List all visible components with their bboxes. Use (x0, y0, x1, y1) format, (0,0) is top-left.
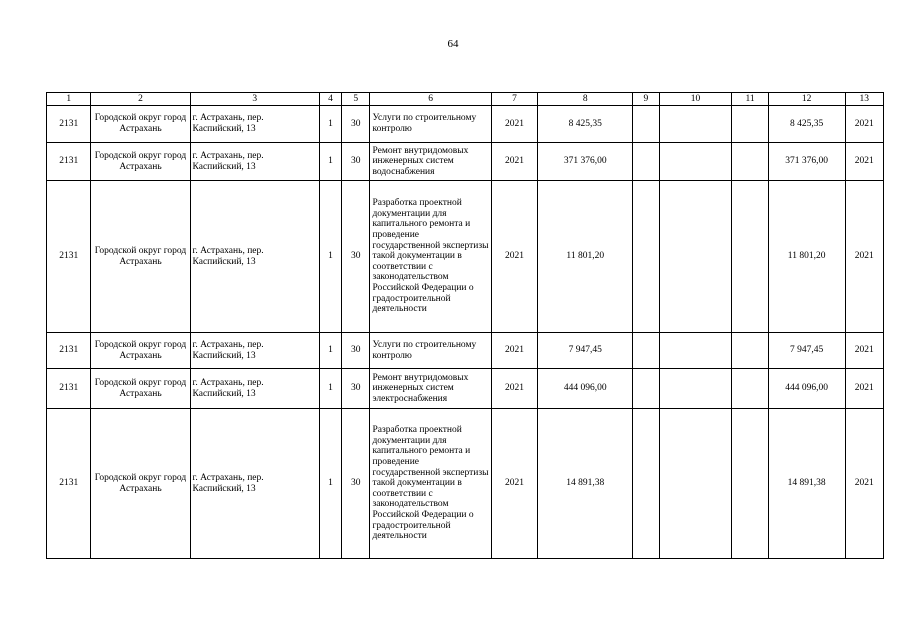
col-header-9: 9 (633, 93, 659, 106)
cell-col5: 30 (342, 369, 370, 409)
cell-year-end: 2021 (845, 369, 883, 409)
cell-total: 7 947,45 (768, 333, 845, 369)
col-header-12: 12 (768, 93, 845, 106)
col-header-2: 2 (91, 93, 190, 106)
cell-work-type: Ремонт внутридомовых инженерных систем водоснабжения (370, 143, 491, 181)
cell-code: 2131 (47, 181, 91, 333)
cell-address: г. Астрахань, пер. Каспийский, 13 (190, 143, 319, 181)
col-header-5: 5 (342, 93, 370, 106)
cell-year-end: 2021 (845, 106, 883, 143)
col-header-13: 13 (845, 93, 883, 106)
col-header-1: 1 (47, 93, 91, 106)
cell-code: 2131 (47, 369, 91, 409)
col-header-4: 4 (319, 93, 341, 106)
cell-cost: 371 376,00 (538, 143, 633, 181)
cell-col11 (732, 143, 768, 181)
cell-total: 371 376,00 (768, 143, 845, 181)
cell-address: г. Астрахань, пер. Каспийский, 13 (190, 181, 319, 333)
table-row (47, 181, 884, 333)
cell-cost: 11 801,20 (538, 181, 633, 333)
cell-col9 (633, 409, 659, 559)
cell-work-type: Ремонт внутридомовых инженерных систем электроснабжения (370, 369, 491, 409)
cell-code: 2131 (47, 409, 91, 559)
cell-municipality: Городской округ город Астрахань (91, 181, 190, 333)
cell-year: 2021 (491, 143, 538, 181)
col-header-8: 8 (538, 93, 633, 106)
cell-municipality: Городской округ город Астрахань (91, 106, 190, 143)
table-row (47, 409, 884, 559)
cell-col5: 30 (342, 333, 370, 369)
cell-cost: 7 947,45 (538, 333, 633, 369)
capital-repair-table (46, 92, 884, 559)
col-header-11: 11 (732, 93, 768, 106)
cell-col10 (659, 333, 732, 369)
cell-year-end: 2021 (845, 409, 883, 559)
table-row (47, 143, 884, 181)
cell-col11 (732, 333, 768, 369)
table-row (47, 333, 884, 369)
cell-total: 11 801,20 (768, 181, 845, 333)
cell-work-type: Разработка проектной документации для капитального ремонта и проведение государственной экспертизы такой документации в соответствии с законодательством Российской Федерации о градостроительной деятельности (370, 181, 491, 333)
cell-col11 (732, 181, 768, 333)
cell-col4: 1 (319, 106, 341, 143)
cell-col11 (732, 409, 768, 559)
cell-code: 2131 (47, 106, 91, 143)
col-header-10: 10 (659, 93, 732, 106)
cell-work-type: Услуги по строительному контролю (370, 333, 491, 369)
cell-total: 8 425,35 (768, 106, 845, 143)
cell-col9 (633, 143, 659, 181)
table-row (47, 106, 884, 143)
cell-address: г. Астрахань, пер. Каспийский, 13 (190, 333, 319, 369)
cell-municipality: Городской округ город Астрахань (91, 409, 190, 559)
cell-year-end: 2021 (845, 181, 883, 333)
cell-total: 444 096,00 (768, 369, 845, 409)
cell-municipality: Городской округ город Астрахань (91, 333, 190, 369)
cell-municipality: Городской округ город Астрахань (91, 143, 190, 181)
cell-col9 (633, 106, 659, 143)
cell-year-end: 2021 (845, 333, 883, 369)
cell-cost: 14 891,38 (538, 409, 633, 559)
cell-code: 2131 (47, 333, 91, 369)
cell-col4: 1 (319, 181, 341, 333)
cell-col5: 30 (342, 181, 370, 333)
cell-col10 (659, 409, 732, 559)
cell-col4: 1 (319, 143, 341, 181)
cell-cost: 444 096,00 (538, 369, 633, 409)
cell-col10 (659, 106, 732, 143)
col-header-3: 3 (190, 93, 319, 106)
cell-col11 (732, 369, 768, 409)
table-row (47, 369, 884, 409)
cell-col9 (633, 333, 659, 369)
cell-col10 (659, 369, 732, 409)
cell-year: 2021 (491, 369, 538, 409)
cell-col11 (732, 106, 768, 143)
cell-total: 14 891,38 (768, 409, 845, 559)
cell-year: 2021 (491, 181, 538, 333)
cell-cost: 8 425,35 (538, 106, 633, 143)
cell-work-type: Услуги по строительному контролю (370, 106, 491, 143)
cell-address: г. Астрахань, пер. Каспийский, 13 (190, 369, 319, 409)
cell-col4: 1 (319, 409, 341, 559)
cell-col10 (659, 143, 732, 181)
cell-work-type: Разработка проектной документации для капитального ремонта и проведение государственной экспертизы такой документации в соответствии с законодательством Российской Федерации о градостроительной деятельности (370, 409, 491, 559)
cell-code: 2131 (47, 143, 91, 181)
cell-year-end: 2021 (845, 143, 883, 181)
cell-col5: 30 (342, 409, 370, 559)
cell-col10 (659, 181, 732, 333)
cell-year: 2021 (491, 333, 538, 369)
cell-col4: 1 (319, 369, 341, 409)
page-number: 64 (447, 38, 459, 50)
cell-municipality: Городской округ город Астрахань (91, 369, 190, 409)
cell-col9 (633, 181, 659, 333)
cell-address: г. Астрахань, пер. Каспийский, 13 (190, 409, 319, 559)
cell-year: 2021 (491, 106, 538, 143)
cell-col9 (633, 369, 659, 409)
cell-address: г. Астрахань, пер. Каспийский, 13 (190, 106, 319, 143)
cell-year: 2021 (491, 409, 538, 559)
cell-col5: 30 (342, 106, 370, 143)
col-header-6: 6 (370, 93, 491, 106)
cell-col4: 1 (319, 333, 341, 369)
cell-col5: 30 (342, 143, 370, 181)
col-header-7: 7 (491, 93, 538, 106)
header-row (47, 93, 884, 106)
